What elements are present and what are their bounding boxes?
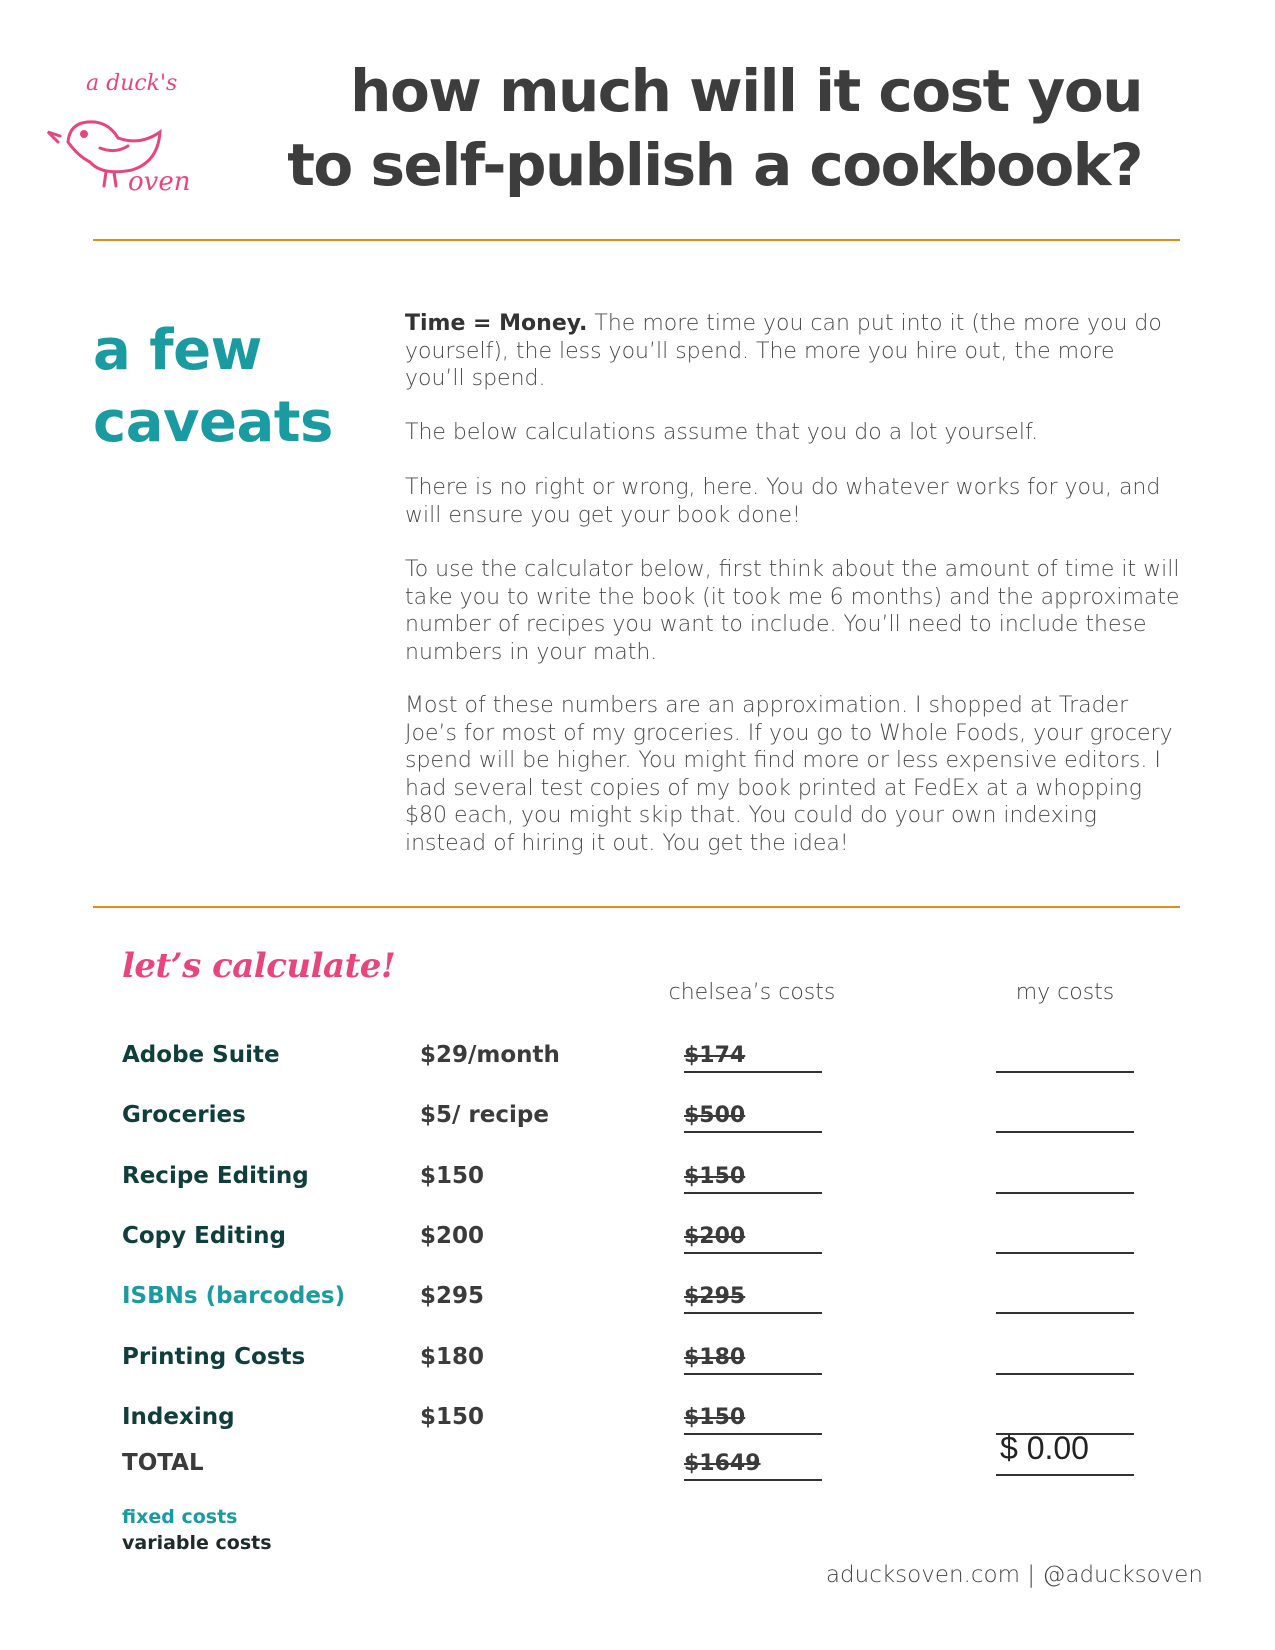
cost-row-rate: $29/month — [420, 1042, 560, 1068]
cost-row-rate: $295 — [420, 1283, 485, 1309]
caveat-paragraph-no-right-wrong: There is no right or wrong, here. You do whatever works for you, and will ensure you get your book done! — [405, 475, 1161, 528]
calculator-title: let’s calculate! — [122, 946, 396, 986]
column-header-my-costs: my costs — [1015, 980, 1115, 1005]
cost-row-label: Copy Editing — [122, 1223, 286, 1249]
cost-row-rate: $5/ recipe — [420, 1102, 549, 1128]
svg-text:a duck's: a duck's — [86, 71, 178, 96]
total-chelsea-cost: $1649 — [684, 1451, 761, 1476]
cost-row-chelsea-underline — [684, 1373, 822, 1375]
cost-row-chelsea-underline — [684, 1252, 822, 1254]
cost-row-rate: $150 — [420, 1404, 485, 1430]
cost-row-rate: $150 — [420, 1163, 485, 1189]
duck-logo — [40, 50, 220, 210]
cost-row-chelsea-underline — [684, 1433, 822, 1435]
total-label: TOTAL — [122, 1450, 204, 1476]
svg-text:oven: oven — [128, 167, 191, 197]
divider-top — [93, 239, 1180, 241]
cost-row-chelsea-cost: $295 — [684, 1284, 746, 1309]
cost-row-chelsea-cost: $174 — [684, 1043, 746, 1068]
total-chelsea-underline — [684, 1479, 822, 1481]
caveat-paragraph-time-money — [405, 310, 1180, 393]
cost-row-chelsea-cost: $150 — [684, 1405, 746, 1430]
cost-row-my-cost-field[interactable] — [996, 1192, 1134, 1194]
legend-variable-costs: variable costs — [122, 1532, 272, 1554]
cost-row-label: Groceries — [122, 1102, 246, 1128]
cost-row-my-cost-field[interactable] — [996, 1252, 1134, 1254]
cost-row-label: Indexing — [122, 1404, 235, 1430]
cost-row-label: Printing Costs — [122, 1344, 306, 1370]
time-money-bold: Time = Money. — [405, 311, 588, 336]
time-money-text: The more time you can put into it (the more you do yourself), the less you’ll spend. The more you hire out, the more you’ll spend. — [405, 311, 1162, 391]
legend-fixed-costs: fixed costs — [122, 1506, 238, 1528]
cost-row-chelsea-cost: $200 — [684, 1224, 746, 1249]
cost-row-my-cost-field[interactable] — [996, 1312, 1134, 1314]
cost-row-my-cost-field[interactable] — [996, 1071, 1134, 1073]
my-total-underline — [996, 1474, 1134, 1476]
cost-row-rate: $200 — [420, 1223, 485, 1249]
cost-row-my-cost-field[interactable] — [996, 1373, 1134, 1375]
divider-middle — [93, 906, 1180, 908]
caveats-heading-line2: caveats — [93, 390, 333, 455]
cost-row-label: Recipe Editing — [122, 1163, 309, 1189]
column-header-chelsea-costs: chelsea’s costs — [668, 980, 836, 1005]
cost-row-chelsea-underline — [684, 1131, 822, 1133]
page-title-line1: how much will it cost you — [350, 57, 1142, 125]
cost-row-chelsea-underline — [684, 1312, 822, 1314]
my-total-field[interactable]: $ 0.00 — [1000, 1430, 1089, 1466]
cost-row-chelsea-underline — [684, 1192, 822, 1194]
cost-row-my-cost-field[interactable] — [996, 1131, 1134, 1133]
caveat-paragraph-assumption: The below calculations assume that you do a lot yourself. — [405, 420, 1039, 445]
cost-row-chelsea-cost: $500 — [684, 1103, 746, 1128]
caveat-paragraph-calculator-use: To use the calculator below, first think about the amount of time it will take you to write the book (it took me 6 months) and the approximate number of recipes you want to include. You’ll need to include these numbers in your math. — [405, 557, 1180, 665]
cost-row-rate: $180 — [420, 1344, 485, 1370]
footer-links: aducksoven.com | @aducksoven — [825, 1562, 1203, 1588]
cost-row-label: Adobe Suite — [122, 1042, 280, 1068]
cost-row-chelsea-cost: $150 — [684, 1164, 746, 1189]
page-title-line2: to self-publish a cookbook? — [287, 131, 1142, 199]
caveats-heading-line1: a few — [93, 318, 262, 383]
cost-row-chelsea-cost: $180 — [684, 1345, 746, 1370]
cost-row-chelsea-underline — [684, 1071, 822, 1073]
cost-row-label: ISBNs (barcodes) — [122, 1283, 346, 1309]
caveat-paragraph-approximation: Most of these numbers are an approximation. I shopped at Trader Joe’s for most of my groceries. If you go to Whole Foods, your grocery spend will be higher. You might find more or less expensive editors. I had several test copies of my book printed at FedEx at a whopping $80 each, you might skip that. You could do your own indexing instead of hiring it out. You get the idea! — [405, 693, 1173, 856]
